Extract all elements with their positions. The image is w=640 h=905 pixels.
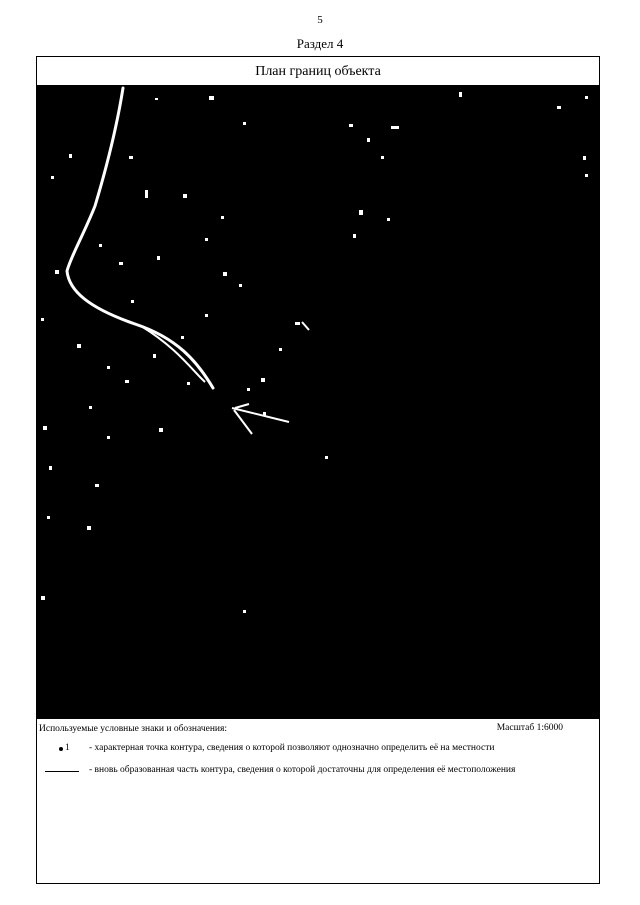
solid-line-icon xyxy=(37,765,85,777)
plan-title: План границ объекта xyxy=(37,57,599,86)
plan-frame xyxy=(36,56,600,884)
section-title: Раздел 4 xyxy=(296,36,344,51)
page-number: 5 xyxy=(317,14,323,26)
legend-title: Используемые условные знаки и обозначения: xyxy=(39,724,228,734)
legend-item-text: - характерная точка контура, сведения о которой позволяют однозначно определить её на местности xyxy=(89,743,495,753)
legend-item-text: - вновь образованная часть контура, сведения о которой достаточны для определения её местоположения xyxy=(89,765,516,775)
legend xyxy=(37,719,599,883)
map-background xyxy=(37,86,599,719)
scale-label: Масштаб 1:6000 xyxy=(496,723,563,733)
map-image xyxy=(37,86,599,719)
point-marker-icon xyxy=(37,743,85,755)
point-marker-label: 1 xyxy=(65,743,70,753)
